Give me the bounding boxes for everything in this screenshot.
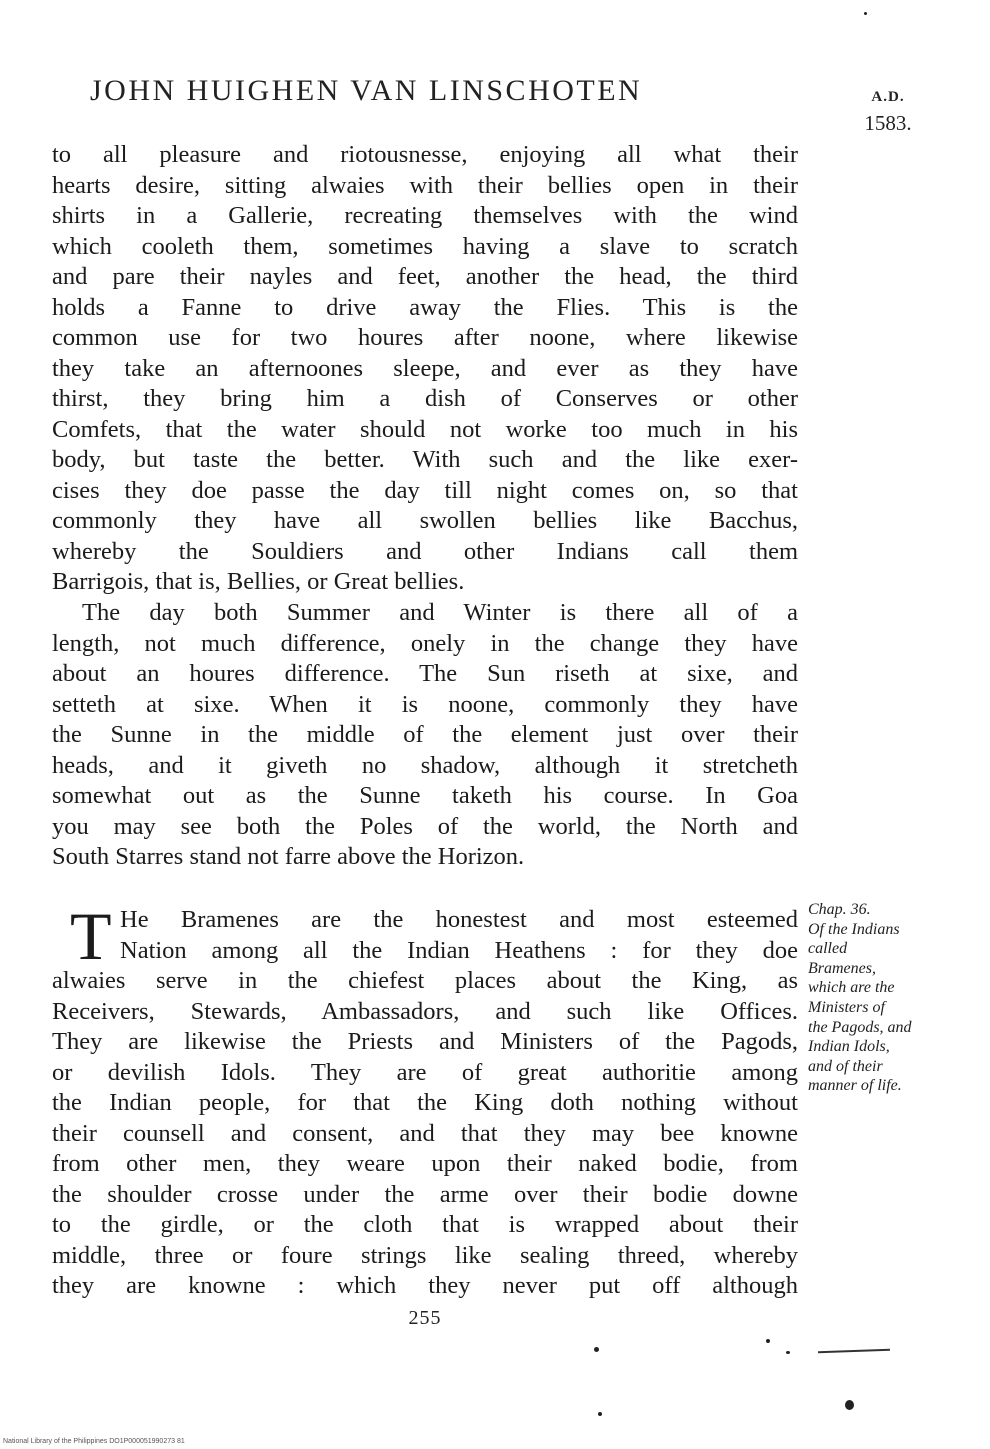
marginal-note-line: which are the <box>808 979 895 997</box>
text-line: Comfets, that the water should not worke too much in his <box>52 415 798 443</box>
drop-cap: T <box>70 898 112 974</box>
text-line: thirst, they bring him a dish of Conserves or other <box>52 385 798 412</box>
ink-speck <box>766 1339 770 1343</box>
text-line: the Indian people, for that the King doth nothing without <box>52 1089 798 1116</box>
marginal-note-line: the Pagods, and <box>808 1018 912 1036</box>
text-line: their counsell and consent, and that they may bee knowne <box>52 1119 798 1147</box>
text-line: you may see both the Poles of the world, the North and <box>52 812 798 840</box>
text-line: He Bramenes are the honestest and most esteemed <box>120 906 798 933</box>
text-line: they are knowne : which they never put off although <box>52 1272 798 1299</box>
text-line: shirts in a Gallerie, recreating themselves with the wind <box>52 202 798 229</box>
marginal-note-line: Ministers of <box>808 998 885 1016</box>
text-line: South Starres stand not farre above the Horizon. <box>52 843 525 870</box>
margin-date <box>843 84 933 136</box>
text-line: Receivers, Stewards, Ambassadors, and such like Offices. <box>52 997 798 1025</box>
paragraph-3 <box>52 898 798 1302</box>
ink-speck <box>594 1347 599 1352</box>
text-line: from other men, they weare upon their naked bodie, from <box>52 1150 798 1177</box>
text-line: The day both Summer and Winter is there all of a <box>82 599 798 626</box>
text-line: which cooleth them, sometimes having a slave to scratch <box>52 232 798 260</box>
marginal-note-line: Of the Indians <box>808 920 900 938</box>
text-line: setteth at sixe. When it is noone, commonly they have <box>52 690 798 718</box>
text-line: somewhat out as the Sunne taketh his course. In Goa <box>52 782 798 809</box>
running-head: JOHN HUIGHEN VAN LINSCHOTEN <box>90 74 643 107</box>
text-line: holds a Fanne to drive away the Flies. This is the <box>52 293 798 321</box>
ink-speck <box>864 12 867 15</box>
text-line: the shoulder crosse under the arme over their bodie downe <box>52 1180 798 1208</box>
text-line: about an houres difference. The Sun riseth at sixe, and <box>52 660 798 687</box>
paragraph-1 <box>52 140 798 598</box>
text-line: whereby the Souldiers and other Indians call them <box>52 537 798 565</box>
text-line: length, not much difference, onely in the change they have <box>52 629 798 657</box>
text-line: Barrigois, that is, Bellies, or Great bellies. <box>52 568 465 595</box>
text-line: and pare their nayles and feet, another the head, the third <box>52 263 798 290</box>
marginal-note-line: Indian Idols, <box>808 1038 890 1056</box>
date-year: 1583. <box>864 111 912 135</box>
marginal-note-line: Chap. 36. <box>808 901 871 918</box>
ink-speck <box>786 1351 790 1354</box>
ink-mark <box>818 1349 890 1354</box>
marginal-note <box>808 900 943 1096</box>
page-number: 255 <box>408 1307 442 1329</box>
text-line: heads, and it giveth no shadow, although it stretcheth <box>52 751 798 779</box>
text-line: commonly they have all swollen bellies like Bacchus, <box>52 507 798 534</box>
paragraph-2 <box>52 598 798 873</box>
date-era: A.D. <box>871 89 905 105</box>
marginal-note-line: manner of life. <box>808 1077 902 1095</box>
text-line: middle, three or foure strings like sealing threed, whereby <box>52 1241 798 1269</box>
text-line: cises they doe passe the day till night comes on, so that <box>52 476 798 504</box>
text-line: alwaies serve in the chiefest places about the King, as <box>52 967 798 994</box>
text-line: Nation among all the Indian Heathens : for they doe <box>120 936 798 964</box>
text-line: They are likewise the Priests and Ministers of the Pagods, <box>52 1028 798 1055</box>
text-line: common use for two houres after noone, where likewise <box>52 324 798 351</box>
text-line: to all pleasure and riotousnesse, enjoying all what their <box>52 141 798 168</box>
marginal-note-line: called <box>808 940 848 958</box>
scan-footer: National Library of the Philippines DO1P000051990273 81 <box>3 1438 185 1445</box>
ink-speck <box>845 1400 854 1410</box>
text-line: to the girdle, or the cloth that is wrapped about their <box>52 1211 798 1238</box>
marginal-note-line: Bramenes, <box>808 959 876 977</box>
ink-speck <box>598 1412 602 1416</box>
text-line: or devilish Idols. They are of great authoritie among <box>52 1058 798 1086</box>
text-line: they take an afternoones sleepe, and ever as they have <box>52 354 798 382</box>
marginal-note-line: and of their <box>808 1057 883 1075</box>
text-line: hearts desire, sitting alwaies with their bellies open in their <box>52 171 798 199</box>
text-line: body, but taste the better. With such and the like exer- <box>52 446 798 473</box>
text-line: the Sunne in the middle of the element just over their <box>52 721 798 748</box>
